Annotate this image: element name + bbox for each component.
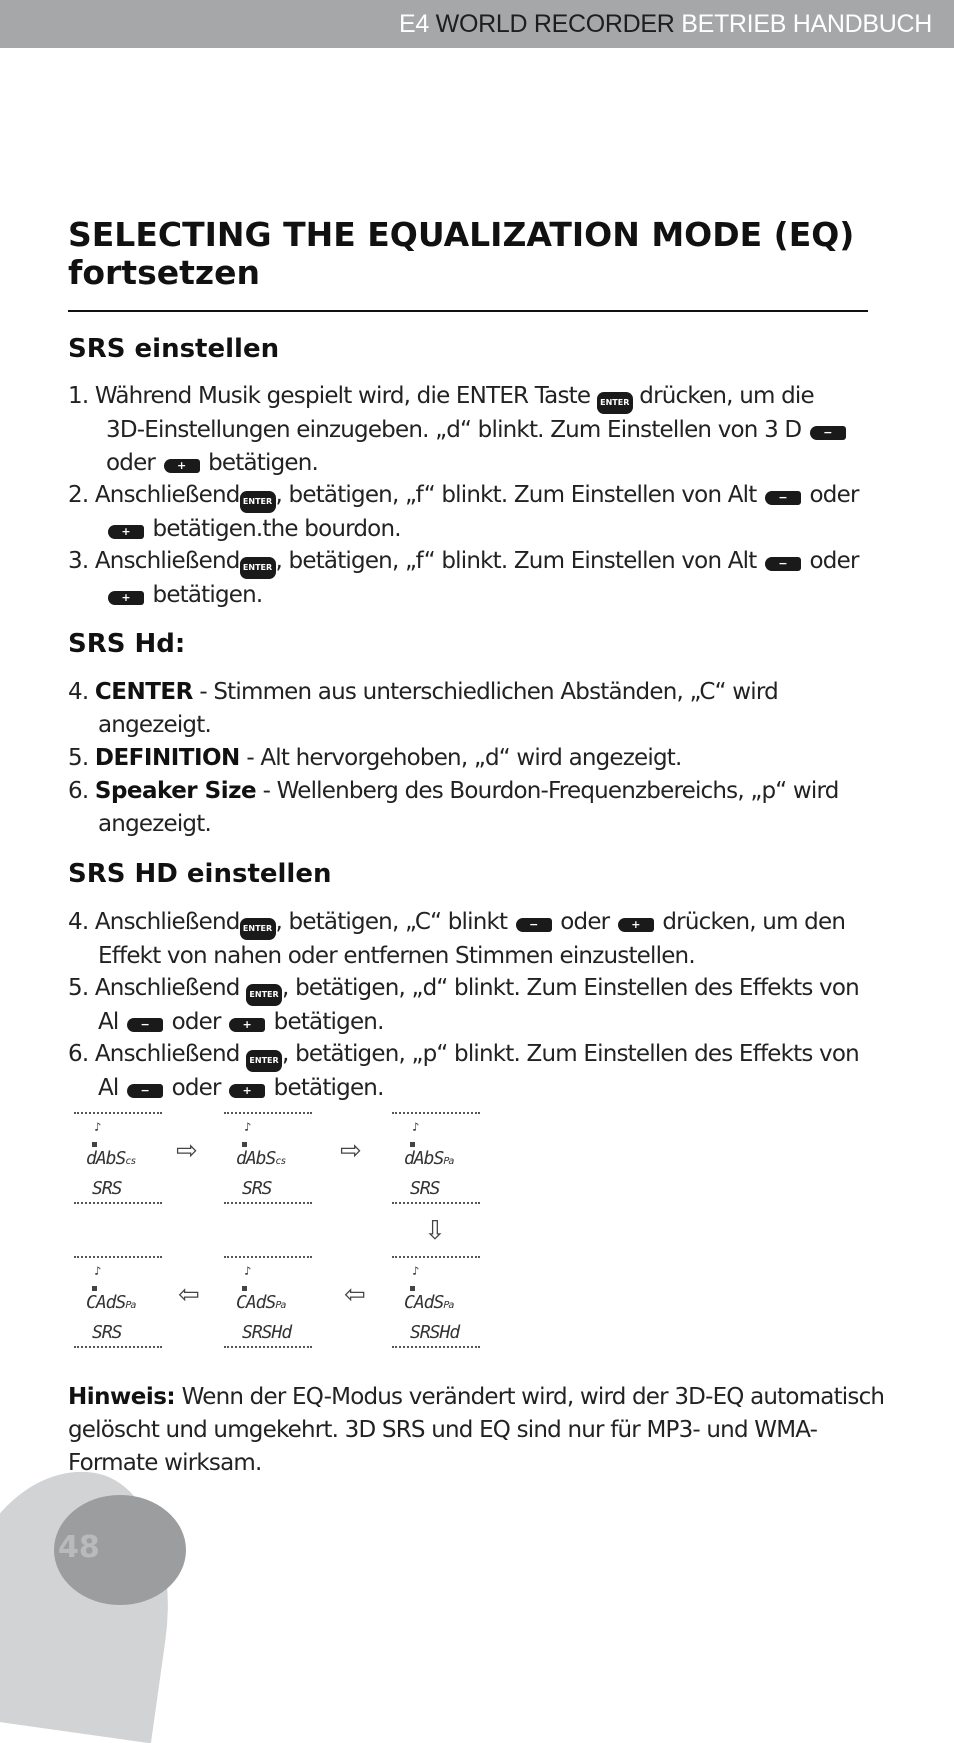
note-text: Wenn der EQ-Modus verändert wird, wird der 3D-EQ automatisch gelöscht und umgekehrt. 3D SRS und EQ sind nur für MP3- und WMA-Formate wirksam. — [68, 1384, 885, 1476]
lcd-display: ♪ dAbSPa SRS — [390, 1112, 482, 1204]
enter-button-icon: ENTER — [240, 557, 276, 579]
section-heading-srs-hd-set: SRS HD einstellen — [68, 859, 332, 889]
minus-button-icon: − — [516, 918, 552, 932]
list-item-srs-1: 1. Während Musik gespielt wird, die ENTER Taste ENTER drücken, um die 3D-Einstellungen einzugeben. „d“ blinkt. Zum Einstellen von 3 D − oder + betätigen. — [68, 380, 898, 480]
plus-button-icon: + — [618, 918, 654, 932]
music-note-icon: ♪ — [244, 1264, 252, 1278]
lcd-display: ♪ CAdSPa SRSHd — [390, 1256, 482, 1348]
lcd-display: ♪ CAdSPa SRS — [72, 1256, 164, 1348]
plus-button-icon: + — [108, 591, 144, 605]
list-item-srshd-set-5: 5. Anschließend ENTER , betätigen, „d“ blinkt. Zum Einstellen des Effekts von Al − oder + betätigen. — [68, 975, 859, 1035]
page-number: 48 — [58, 1530, 100, 1565]
music-note-icon: ♪ — [412, 1264, 420, 1278]
arrow-left-icon: ⇦ — [178, 1280, 200, 1310]
lcd-display: ♪ dAbScs SRS — [222, 1112, 314, 1204]
note-label: Hinweis: — [68, 1384, 176, 1410]
plus-button-icon: + — [229, 1084, 265, 1098]
section-heading-srs-hd: SRS Hd: — [68, 629, 186, 659]
list-item-srshd-6: 6. Speaker Size - Wellenberg des Bourdon-Frequenzbereichs, „p“ wird angezeigt. — [68, 778, 839, 837]
enter-button-icon: ENTER — [246, 1050, 282, 1072]
minus-button-icon: − — [765, 491, 801, 505]
header-title — [399, 10, 932, 39]
note-paragraph — [68, 1381, 888, 1480]
minus-button-icon: − — [127, 1084, 163, 1098]
arrow-down-icon: ⇩ — [424, 1216, 446, 1246]
arrow-left-icon: ⇦ — [344, 1280, 366, 1310]
page-title-line1: SELECTING THE EQUALIZATION MODE (EQ) — [68, 215, 855, 254]
page-title-line2: fortsetzen — [68, 253, 260, 292]
enter-button-icon: ENTER — [246, 984, 282, 1006]
enter-button-icon: ENTER — [240, 918, 276, 940]
list-item-srs-2: 2. Anschließend ENTER , betätigen, „f“ blinkt. Zum Einstellen von Alt − oder + betätigen.the bourdon. — [68, 482, 859, 542]
minus-button-icon: − — [127, 1018, 163, 1032]
minus-button-icon: − — [765, 557, 801, 571]
title-divider — [68, 310, 868, 312]
header-brand: E4 — [399, 10, 430, 38]
list-item-srs-3: 3. Anschließend ENTER , betätigen, „f“ blinkt. Zum Einstellen von Alt − oder + betätigen. — [68, 548, 859, 608]
enter-button-icon: ENTER — [240, 491, 276, 513]
music-note-icon: ♪ — [244, 1120, 252, 1134]
music-note-icon: ♪ — [412, 1120, 420, 1134]
plus-button-icon: + — [229, 1018, 265, 1032]
list-item-srshd-5: 5. DEFINITION - Alt hervorgehoben, „d“ wird angezeigt. — [68, 745, 682, 771]
music-note-icon: ♪ — [94, 1120, 102, 1134]
section-heading-srs: SRS einstellen — [68, 334, 280, 364]
music-note-icon: ♪ — [94, 1264, 102, 1278]
lcd-display: ♪ dAbScs SRS — [72, 1112, 164, 1204]
lcd-display: ♪ CAdSPa SRSHd — [222, 1256, 314, 1348]
arrow-right-icon: ⇨ — [176, 1136, 198, 1166]
plus-button-icon: + — [164, 459, 200, 473]
plus-button-icon: + — [108, 525, 144, 539]
list-item-srshd-4: 4. CENTER - Stimmen aus unterschiedlichen Abständen, „C“ wird angezeigt. — [68, 679, 778, 738]
list-item-srshd-set-6: 6. Anschließend ENTER , betätigen, „p“ blinkt. Zum Einstellen des Effekts von Al − oder + betätigen. — [68, 1041, 859, 1101]
minus-button-icon: − — [810, 426, 846, 440]
list-item-srshd-set-4: 4. Anschließend ENTER , betätigen, „C“ blinkt − oder + drücken, um den Effekt von nahen oder entfernen Stimmen einzustellen. — [68, 909, 846, 969]
header-product: WORLD RECORDER — [435, 10, 675, 38]
header-bar — [0, 0, 954, 48]
page-title — [68, 216, 854, 292]
enter-button-icon: ENTER — [597, 392, 633, 414]
header-subtitle: BETRIEB HANDBUCH — [681, 10, 932, 38]
arrow-right-icon: ⇨ — [340, 1136, 362, 1166]
